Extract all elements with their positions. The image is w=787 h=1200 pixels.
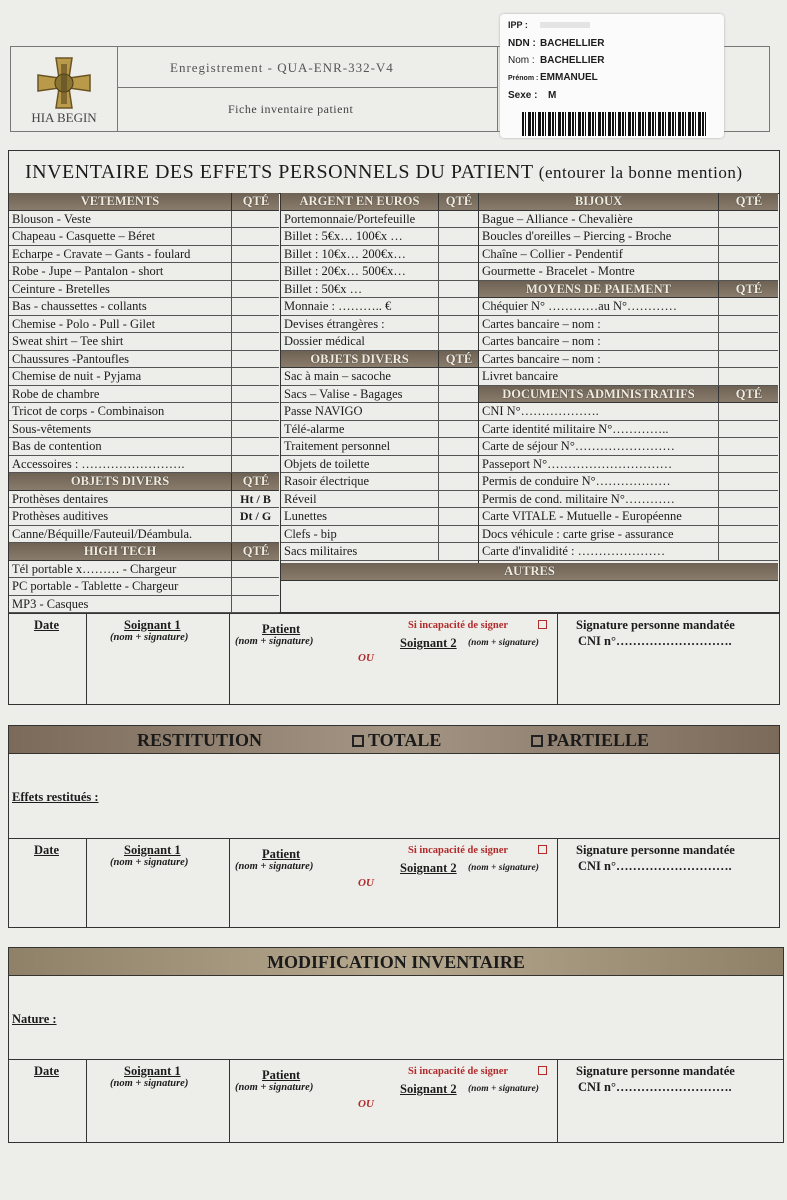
objets-divers-mid-item-qty-cell[interactable] <box>438 438 478 455</box>
ndn-label: NDN : <box>508 38 536 49</box>
sig-divider <box>229 1060 230 1142</box>
argent-item-label: Devises étrangères : <box>284 316 385 331</box>
vetements-item-label: Chemise - Polo - Pull - Gilet <box>12 316 156 331</box>
argent-item-label: Portemonnaie/Portefeuille <box>284 211 416 226</box>
objets-divers-mid-item-row <box>281 421 478 439</box>
documents-item-label: Carte VITALE - Mutuelle - Européenne <box>482 509 682 523</box>
vetements-item-qty-cell[interactable] <box>231 316 279 333</box>
modification-divider <box>8 1059 784 1060</box>
hospital-logo <box>10 46 118 132</box>
vetements-item-label: Blouson - Veste <box>12 211 91 226</box>
objets-divers-mid-item-row <box>281 403 478 421</box>
prenom-label: Prénom : <box>508 75 539 82</box>
column-divider <box>478 193 479 563</box>
argent-item-row <box>281 281 478 299</box>
objets-divers-mid-item-label: Sacs militaires <box>284 544 358 558</box>
patient-sub: (nom + signature) <box>235 861 314 872</box>
objets-divers-mid-item-row <box>281 386 478 404</box>
partielle-option[interactable] <box>531 726 649 754</box>
high-tech-item-label: MP3 - Casques <box>12 596 89 611</box>
vetements-item-row <box>9 456 279 474</box>
moyens-paiement-item-label: Cartes bancaire – nom : <box>482 334 601 348</box>
objets-divers-left-item-label: Prothèses auditives <box>12 509 109 523</box>
bijoux-header-label: BIJOUX <box>574 194 623 208</box>
bijoux-item-qty-cell[interactable] <box>718 246 778 263</box>
vetements-item-row <box>9 263 279 281</box>
moyens-paiement-item-label: Cartes bancaire – nom : <box>482 316 601 331</box>
objets-divers-mid-item-qty-cell[interactable] <box>438 473 478 490</box>
inventory-title-note: (entourer la bonne mention) <box>538 163 743 182</box>
high-tech-item-row <box>9 596 279 614</box>
vetements-item-qty-cell[interactable] <box>231 368 279 385</box>
documents-item-row <box>479 473 778 491</box>
documents-item-qty-cell[interactable] <box>718 421 778 438</box>
objets-divers-left-item-label: Canne/Béquille/Fauteuil/Déambula. <box>12 526 193 541</box>
effets-restitues-label: Effets restitués : <box>12 790 99 804</box>
documents-item-qty-cell[interactable] <box>718 491 778 508</box>
vetements-item-label: Tricot de corps - Combinaison <box>12 404 165 418</box>
bijoux-item-label: Gourmette - Bracelet - Montre <box>482 264 635 278</box>
argent-item-qty-cell[interactable] <box>438 281 478 298</box>
objets-divers-left-item-row <box>9 508 279 526</box>
argent-item-row <box>281 228 478 246</box>
argent-item-qty-cell[interactable] <box>438 211 478 228</box>
form-name-cell <box>118 88 498 132</box>
bijoux-item-qty-cell[interactable] <box>718 211 778 228</box>
vetements-item-qty-cell[interactable] <box>231 263 279 280</box>
ndn-row <box>508 38 604 49</box>
vetements-item-qty-cell[interactable] <box>231 333 279 350</box>
ou-label: OU <box>358 1098 374 1110</box>
bijoux-item-row <box>479 228 778 246</box>
vetements-item-qty-cell[interactable] <box>231 351 279 368</box>
restitution-band <box>9 726 779 754</box>
soignant2-sub: (nom + signature) <box>468 863 539 873</box>
argent-item-label: Monnaie : ……….. € <box>284 299 392 313</box>
sexe-label: Sexe : <box>508 90 538 101</box>
argent-item-row <box>281 211 478 229</box>
vetements-item-row <box>9 333 279 351</box>
objets-divers-mid-item-row <box>281 526 478 544</box>
date-label: Date <box>34 618 59 632</box>
high-tech-item-label: PC portable - Tablette - Chargeur <box>12 579 179 593</box>
date-label: Date <box>34 1064 59 1078</box>
bijoux-item-row <box>479 246 778 264</box>
moyens-paiement-item-qty-cell[interactable] <box>718 351 778 368</box>
documents-header-label: DOCUMENTS ADMINISTRATIFS <box>502 386 695 401</box>
inventory-title-text: INVENTAIRE DES EFFETS PERSONNELS DU PATIENT <box>25 161 534 183</box>
soignant1-label: Soignant 1 <box>124 843 181 857</box>
soignant2-label: Soignant 2 <box>400 861 457 875</box>
vetements-item-label: Chemise de nuit - Pyjama <box>12 369 142 383</box>
bijoux-item-row <box>479 263 778 281</box>
moyens-paiement-item-label: Chéquier N° …………au N°………… <box>482 299 678 313</box>
moyens-paiement-qty-header: QTÉ <box>718 281 779 298</box>
documents-item-row <box>479 543 778 561</box>
objets-divers-mid-item-label: Sac à main – sacoche <box>284 369 391 383</box>
bijoux-header <box>479 193 778 211</box>
objets-divers-mid-item-row <box>281 491 478 509</box>
vetements-item-label: Robe de chambre <box>12 386 100 401</box>
sig-divider <box>557 839 558 927</box>
ou-label: OU <box>358 877 374 889</box>
documents-item-label: Carte de séjour N°…………………… <box>482 439 675 453</box>
autres-header-label: AUTRES <box>504 564 555 578</box>
soignant1-sub: (nom + signature) <box>110 632 189 643</box>
vetements-item-qty-cell[interactable] <box>231 211 279 228</box>
high-tech-item-row <box>9 578 279 596</box>
objets-divers-left-item-qty-cell[interactable] <box>231 526 279 543</box>
vetements-item-label: Chapeau - Casquette – Béret <box>12 229 156 243</box>
vetements-item-label: Accessoires : ……………………. <box>12 456 185 471</box>
documents-item-label: Carte d'invalidité : ………………… <box>482 544 666 558</box>
documents-item-row <box>479 456 778 474</box>
documents-item-row <box>479 403 778 421</box>
documents-item-row <box>479 421 778 439</box>
argent-item-row <box>281 246 478 264</box>
nom-value: BACHELLIER <box>540 55 605 66</box>
objets-divers-mid-item-label: Objets de toilette <box>284 456 370 471</box>
documents-item-row <box>479 438 778 456</box>
high-tech-item-qty-cell[interactable] <box>231 578 279 595</box>
documents-item-qty-cell[interactable] <box>718 543 778 560</box>
moyens-paiement-item-row <box>479 298 778 316</box>
argent-item-label: Billet : 50€x … <box>284 281 363 296</box>
vetements-item-label: Sweat shirt – Tee shirt <box>12 334 124 348</box>
objets-divers-mid-item-row <box>281 508 478 526</box>
moyens-paiement-item-row <box>479 368 778 386</box>
incapacite-label: Si incapacité de signer <box>408 845 509 856</box>
totale-checkbox-icon[interactable] <box>352 735 364 747</box>
vetements-header <box>9 193 279 211</box>
objets-divers-mid-item-qty-cell[interactable] <box>438 403 478 420</box>
restitution-title: RESTITUTION <box>137 730 263 750</box>
objets-divers-mid-item-label: Lunettes <box>284 509 328 523</box>
partielle-label: PARTIELLE <box>547 730 650 750</box>
vetements-item-qty-cell[interactable] <box>231 281 279 298</box>
objets-divers-mid-item-row <box>281 456 478 474</box>
vetements-item-label: Echarpe - Cravate – Gants - foulard <box>12 246 191 261</box>
vetements-item-row <box>9 246 279 264</box>
bijoux-item-qty-cell[interactable] <box>718 263 778 280</box>
vetements-item-row <box>9 386 279 404</box>
incapacite-checkbox-icon[interactable] <box>538 620 547 629</box>
sig-divider <box>229 839 230 927</box>
documents-item-label: Docs véhicule : carte grise - assurance <box>482 526 674 541</box>
documents-header <box>479 386 778 404</box>
documents-item-label: CNI N°………………. <box>482 404 599 418</box>
documents-item-qty-cell[interactable] <box>718 438 778 455</box>
vetements-item-row <box>9 421 279 439</box>
objets-divers-mid-item-label: Télé-alarme <box>284 421 345 436</box>
sexe-row <box>508 90 556 101</box>
argent-item-row <box>281 263 478 281</box>
vetements-item-qty-cell[interactable] <box>231 438 279 455</box>
totale-option[interactable] <box>352 726 441 754</box>
vetements-item-row <box>9 316 279 334</box>
nature-label: Nature : <box>12 1012 57 1026</box>
prenom-row <box>508 72 598 83</box>
vetements-item-row <box>9 438 279 456</box>
vetements-item-qty-cell[interactable] <box>231 228 279 245</box>
documents-item-label: Permis de cond. militaire N°………… <box>482 491 675 506</box>
argent-qty-header: QTÉ <box>438 193 479 210</box>
incapacite-label: Si incapacité de signer <box>408 1066 509 1077</box>
sig-divider <box>86 839 87 927</box>
argent-item-qty-cell[interactable] <box>438 316 478 333</box>
high-tech-header-label: HIGH TECH <box>83 544 157 558</box>
documents-item-qty-cell[interactable] <box>718 403 778 420</box>
soignant2-label: Soignant 2 <box>400 636 457 650</box>
ipp-row <box>508 20 590 30</box>
objets-divers-mid-item-qty-cell[interactable] <box>438 526 478 543</box>
documents-item-qty-cell[interactable] <box>718 473 778 490</box>
moyens-paiement-item-label: Cartes bancaire – nom : <box>482 351 601 366</box>
objets-divers-left-item-qty-cell[interactable]: Ht / B <box>231 491 279 508</box>
patient-sub: (nom + signature) <box>235 1082 314 1093</box>
soignant1-sub: (nom + signature) <box>110 857 189 868</box>
totale-label: TOTALE <box>368 730 442 750</box>
vetements-qty-header: QTÉ <box>231 193 280 210</box>
bijoux-item-qty-cell[interactable] <box>718 228 778 245</box>
sig-divider <box>229 614 230 704</box>
argent-header <box>281 193 478 211</box>
objets-divers-left-item-row <box>9 491 279 509</box>
soignant1-sub: (nom + signature) <box>110 1078 189 1089</box>
argent-item-row <box>281 316 478 334</box>
restitution-block <box>8 725 780 928</box>
vetements-item-label: Bas de contention <box>12 439 102 453</box>
registration-code: Enregistrement - QUA-ENR-332-V4 <box>170 60 394 75</box>
argent-item-label: Billet : 20€x… 500€x… <box>284 264 406 278</box>
sig-divider <box>86 614 87 704</box>
vetements-item-row <box>9 403 279 421</box>
incapacite-label: Si incapacité de signer <box>408 620 509 631</box>
cni-label: CNI n°………………………. <box>578 634 732 648</box>
moyens-paiement-item-row <box>479 316 778 334</box>
argent-item-qty-cell[interactable] <box>438 298 478 315</box>
inventory-title-box <box>8 150 780 194</box>
modification-band <box>9 948 783 976</box>
objets-divers-mid-item-row <box>281 368 478 386</box>
argent-item-label: Dossier médical <box>284 334 365 348</box>
vetements-item-label: Ceinture - Bretelles <box>12 281 110 296</box>
moyens-paiement-item-row <box>479 351 778 369</box>
argent-header-label: ARGENT EN EUROS <box>299 194 420 208</box>
soignant2-sub: (nom + signature) <box>468 1084 539 1094</box>
incapacite-checkbox-icon[interactable] <box>538 1066 547 1075</box>
objets-divers-mid-item-label: Sacs – Valise - Bagages <box>284 386 403 401</box>
objets-divers-mid-item-row <box>281 473 478 491</box>
sexe-value: M <box>548 90 557 101</box>
argent-item-qty-cell[interactable] <box>438 263 478 280</box>
objets-divers-mid-item-qty-cell[interactable] <box>438 386 478 403</box>
logo-caption: HIA BEGIN <box>31 110 97 125</box>
objets-divers-left-qty-header: QTÉ <box>231 473 280 490</box>
objets-divers-mid-item-row <box>281 438 478 456</box>
objets-divers-mid-item-label: Rasoir électrique <box>284 474 370 488</box>
vetements-item-label: Bas - chaussettes - collants <box>12 299 147 313</box>
moyens-paiement-header <box>479 281 778 299</box>
objets-divers-mid-item-label: Réveil <box>284 491 317 506</box>
documents-item-label: Permis de conduire N°……………… <box>482 474 671 488</box>
moyens-paiement-header-label: MOYENS DE PAIEMENT <box>526 281 671 296</box>
form-name: Fiche inventaire patient <box>228 102 354 116</box>
argent-item-row <box>281 298 478 316</box>
high-tech-qty-header: QTÉ <box>231 543 280 560</box>
documents-item-label: Carte identité militaire N°………….. <box>482 421 669 436</box>
nom-label: Nom : <box>508 55 535 66</box>
incapacite-checkbox-icon[interactable] <box>538 845 547 854</box>
patient-label <box>500 14 724 138</box>
objets-divers-mid-item-label: Traitement personnel <box>284 439 391 453</box>
bijoux-item-row <box>479 211 778 229</box>
partielle-checkbox-icon[interactable] <box>531 735 543 747</box>
date-label: Date <box>34 843 59 857</box>
documents-item-row <box>479 526 778 544</box>
objets-divers-mid-header <box>281 351 478 369</box>
vetements-item-row <box>9 368 279 386</box>
argent-item-label: Billet : 10€x… 200€x… <box>284 246 406 261</box>
bijoux-item-label: Chaîne – Collier - Pendentif <box>482 246 623 261</box>
nom-row <box>508 55 604 66</box>
objets-divers-left-header <box>9 473 279 491</box>
patient-label: Patient <box>262 1068 301 1082</box>
column-divider <box>280 193 281 613</box>
objets-divers-left-item-row <box>9 526 279 544</box>
objets-divers-mid-item-row <box>281 543 478 561</box>
moyens-paiement-item-qty-cell[interactable] <box>718 298 778 315</box>
high-tech-header <box>9 543 279 561</box>
bijoux-qty-header: QTÉ <box>718 193 779 210</box>
argent-item-row <box>281 333 478 351</box>
vetements-item-row <box>9 351 279 369</box>
vetements-header-label: VETEMENTS <box>80 194 160 208</box>
vetements-item-label: Sous-vêtements <box>12 421 92 436</box>
mandatee-label: Signature personne mandatée <box>576 618 735 632</box>
soignant1-label: Soignant 1 <box>124 618 181 632</box>
objets-divers-mid-item-qty-cell[interactable] <box>438 508 478 525</box>
soignant1-label: Soignant 1 <box>124 1064 181 1078</box>
documents-qty-header: QTÉ <box>718 386 779 403</box>
cni-label: CNI n°………………………. <box>578 1080 732 1094</box>
vetements-item-qty-cell[interactable] <box>231 246 279 263</box>
documents-item-label: Passeport N°………………………… <box>482 456 673 471</box>
inventory-title <box>25 161 743 184</box>
objets-divers-mid-item-qty-cell[interactable] <box>438 543 478 560</box>
documents-item-row <box>479 491 778 509</box>
mandatee-label: Signature personne mandatée <box>576 843 735 857</box>
documents-item-qty-cell[interactable] <box>718 456 778 473</box>
barcode <box>522 112 708 136</box>
ipp-redacted <box>540 22 590 28</box>
objets-divers-left-header-label: OBJETS DIVERS <box>70 474 170 488</box>
vetements-item-qty-cell[interactable] <box>231 456 279 473</box>
bijoux-item-label: Boucles d'oreilles – Piercing - Broche <box>482 229 672 243</box>
cni-label: CNI n°………………………. <box>578 859 732 873</box>
sig-divider <box>557 1060 558 1142</box>
registration-cell <box>118 46 498 88</box>
soignant2-sub: (nom + signature) <box>468 638 539 648</box>
objets-divers-left-item-label: Prothèses dentaires <box>12 491 109 506</box>
prenom-value: EMMANUEL <box>540 72 598 83</box>
patient-label: Patient <box>262 847 301 861</box>
documents-item-row <box>479 508 778 526</box>
vetements-item-row <box>9 298 279 316</box>
restitution-divider <box>8 838 780 839</box>
modification-block <box>8 947 784 1143</box>
vetements-item-label: Chaussures -Pantoufles <box>12 351 129 366</box>
high-tech-item-row <box>9 561 279 579</box>
patient-label: Patient <box>262 622 301 636</box>
high-tech-item-qty-cell[interactable] <box>231 561 279 578</box>
objets-divers-mid-item-label: Clefs - bip <box>284 526 337 541</box>
modification-title: MODIFICATION INVENTAIRE <box>267 952 525 972</box>
argent-item-qty-cell[interactable] <box>438 333 478 350</box>
moyens-paiement-item-label: Livret bancaire <box>482 369 558 383</box>
objets-divers-mid-item-label: Passe NAVIGO <box>284 404 363 418</box>
moyens-paiement-item-row <box>479 333 778 351</box>
objets-divers-mid-item-qty-cell[interactable] <box>438 456 478 473</box>
moyens-paiement-item-qty-cell[interactable] <box>718 368 778 385</box>
vetements-item-qty-cell[interactable] <box>231 421 279 438</box>
objets-divers-mid-header-label: OBJETS DIVERS <box>310 351 409 366</box>
vetements-item-label: Robe - Jupe – Pantalon - short <box>12 264 164 278</box>
bijoux-item-label: Bague – Alliance - Chevalière <box>482 211 633 226</box>
argent-item-label: Billet : 5€x… 100€x … <box>284 229 403 243</box>
autres-header <box>281 563 778 581</box>
ndn-value: BACHELLIER <box>540 38 605 49</box>
vetements-item-qty-cell[interactable] <box>231 403 279 420</box>
vetements-item-row <box>9 281 279 299</box>
documents-item-qty-cell[interactable] <box>718 508 778 525</box>
ou-label: OU <box>358 652 374 664</box>
moyens-paiement-item-qty-cell[interactable] <box>718 316 778 333</box>
objets-divers-left-item-qty-cell[interactable]: Dt / G <box>231 508 279 525</box>
high-tech-item-label: Tél portable x……… - Chargeur <box>12 561 177 576</box>
vetements-item-row <box>9 228 279 246</box>
objets-divers-mid-item-qty-cell[interactable] <box>438 491 478 508</box>
moyens-paiement-item-qty-cell[interactable] <box>718 333 778 350</box>
soignant2-label: Soignant 2 <box>400 1082 457 1096</box>
vetements-item-row <box>9 211 279 229</box>
vetements-item-qty-cell[interactable] <box>231 386 279 403</box>
patient-sub: (nom + signature) <box>235 636 314 647</box>
objets-divers-mid-qty-header: QTÉ <box>438 351 479 368</box>
documents-item-qty-cell[interactable] <box>718 526 778 543</box>
mandatee-label: Signature personne mandatée <box>576 1064 735 1078</box>
argent-item-qty-cell[interactable] <box>438 246 478 263</box>
sig-divider <box>557 614 558 704</box>
vetements-item-qty-cell[interactable] <box>231 298 279 315</box>
high-tech-item-qty-cell[interactable] <box>231 596 279 613</box>
objets-divers-mid-item-qty-cell[interactable] <box>438 421 478 438</box>
argent-item-qty-cell[interactable] <box>438 228 478 245</box>
objets-divers-mid-item-qty-cell[interactable] <box>438 368 478 385</box>
ipp-label: IPP : <box>508 20 528 30</box>
sig-divider <box>86 1060 87 1142</box>
